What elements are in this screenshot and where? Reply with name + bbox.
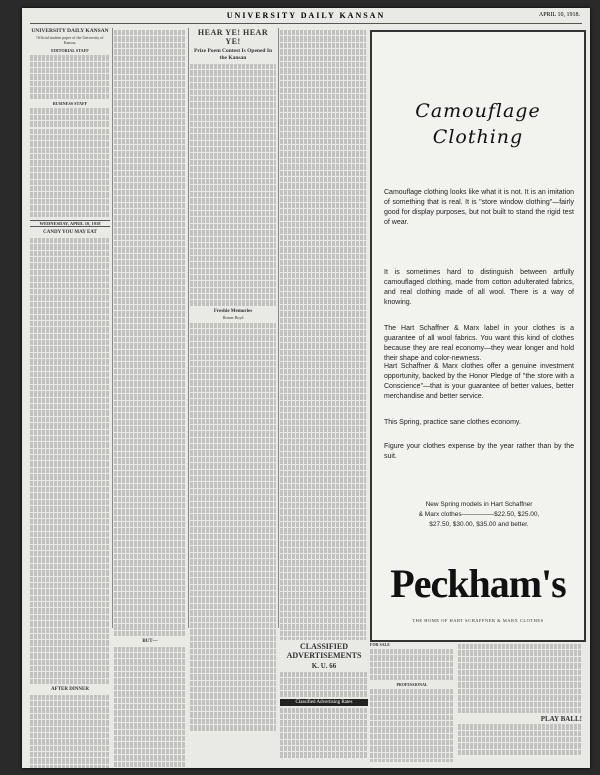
classified-rates: [280, 672, 368, 697]
classified-text: [280, 708, 368, 758]
play-ball-text: [458, 724, 582, 755]
for-sale-heading: FOR SALE: [370, 642, 390, 647]
ad-spring-line2: & Marx clothes—————$22.50, $25.00,: [418, 511, 540, 518]
ad-paragraph-1: Camouflage clothing looks like what it is not. It is an imitation of something that is real. It is "store window clothing"—fairly good for display purposes, but not built to stand the rigid test of wear.: [384, 189, 574, 226]
business-list: [30, 108, 110, 126]
issue-date: WEDNESDAY, APRIL 10, 1918: [30, 220, 110, 227]
candy-headline: CANDY YOU MAY EAT: [43, 230, 97, 236]
editorial-staff-heading: EDITORIAL STAFF: [51, 47, 89, 53]
editorial-column: [30, 28, 110, 768]
after-dinner-headline: AFTER DINNER: [51, 687, 89, 693]
peckhams-advertisement: [370, 30, 586, 642]
ad-paragraph-2: It is sometimes hard to distinguish between artfully camouflaged clothing, made from cotton adulterated fabrics, and real clothing made of all wool. There is a way of knowing.: [384, 269, 574, 306]
play-ball-ad: PLAY BALL!: [540, 715, 582, 724]
article-body-2: [114, 647, 186, 768]
ad-paragraph-6: Figure your clothes expense by the year rather than by the suit.: [384, 443, 574, 460]
poem-author: Homer Boyd: [222, 315, 244, 321]
store-name: Peckham's: [390, 561, 566, 606]
candy-article: [30, 238, 110, 684]
after-dinner-article: [30, 695, 110, 768]
ad-paragraph-5: This Spring, practice sane clothes economy.: [384, 419, 521, 426]
freshie-memories-title: Freshie Memories: [213, 308, 253, 314]
official-note: Official student paper of the University of Kansas.: [36, 35, 104, 46]
ad-spring-prices: [384, 500, 574, 530]
classified-box: [280, 642, 368, 762]
ad-title-line2: Clothing: [432, 126, 524, 148]
classified-listings: [370, 642, 454, 762]
masthead-title: UNIVERSITY DAILY KANSAN: [226, 11, 386, 20]
for-sale-text: [370, 649, 454, 680]
but-headline: BUT—: [142, 639, 158, 645]
hear-ye-headline: HEAR YE! HEAR YE!: [197, 28, 269, 46]
classified-rates-bar: Classified Advertising Rates: [280, 699, 368, 706]
article-column-2: [114, 28, 186, 768]
newspaper-page: [22, 8, 590, 768]
listings-text: [458, 644, 582, 713]
article-body: [114, 30, 186, 636]
column-rule: [112, 28, 113, 628]
masthead-date: APRIL 10, 1918.: [538, 12, 580, 18]
staff-list: [30, 55, 110, 99]
ad-footer: THE HOME OF HART SCHAFFNER & MARX CLOTHES: [412, 618, 544, 623]
column-rule: [278, 28, 279, 628]
classified-listings-right: [458, 642, 582, 762]
ad-title-line1: Camouflage: [415, 100, 541, 122]
article-column-4: [280, 28, 366, 640]
column-rule: [188, 28, 189, 628]
ad-spring-line1: New Spring models in Hart Schaffner: [425, 501, 533, 508]
article-body: [280, 30, 366, 640]
ad-paragraph-4: Hart Schaffner & Marx clothes offer a genuine investment opportunity, backed by the Honor Pledge of "the store with a Conscience"—that is your guarantee of better values, better merchandise and better service.: [384, 363, 574, 400]
contest-article: [190, 64, 276, 306]
classified-heading: CLASSIFIED ADVERTISEMENTS: [286, 642, 362, 660]
classified-phone: K. U. 66: [311, 662, 337, 670]
professional-heading: PROFESSIONAL: [396, 681, 428, 687]
ad-spring-line3: $27.50, $30.00, $35.00 and better.: [429, 521, 529, 528]
business-staff-heading: BUSINESS STAFF: [52, 100, 88, 106]
professional-listings: [370, 689, 454, 762]
poem-contest-column: [190, 28, 276, 768]
masthead: [30, 11, 582, 24]
poem-lines: [190, 323, 276, 731]
paper-name: UNIVERSITY DAILY KANSAN: [31, 28, 109, 34]
ad-paragraph-3: The Hart Schaffner & Marx label in your clothes is a guarantee of all wool fabrics. You want this kind of clothes because they are real economy—they wear longer and hold their shape and color-newness.: [384, 325, 574, 362]
poem-contest-dek: Prize Poem Contest Is Opened In the Kansan: [193, 48, 273, 61]
staff-list-2: [30, 129, 110, 217]
